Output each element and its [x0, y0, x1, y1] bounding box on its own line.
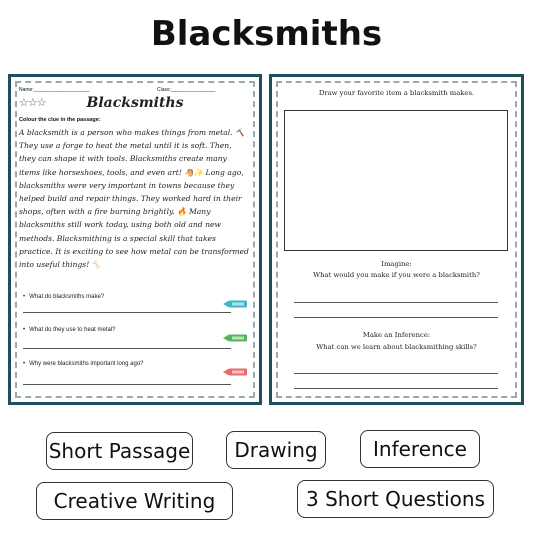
- question-3: • Why were blacksmiths important long ago?: [23, 361, 144, 367]
- answer-line: [23, 312, 231, 313]
- badge-short-passage: Short Passage: [46, 432, 193, 470]
- rating-stars: ☆☆☆: [19, 96, 46, 109]
- question-1: • What do blacksmiths make?: [23, 294, 105, 300]
- drawing-prompt: Draw your favorite item a blacksmith makes.: [318, 89, 475, 97]
- badge-inference: Inference: [360, 430, 480, 468]
- crayon-icon: [223, 300, 249, 308]
- badge-drawing: Drawing: [226, 431, 326, 469]
- worksheet-title: Blacksmiths: [86, 95, 184, 111]
- imagine-heading: Imagine:: [381, 260, 412, 268]
- worksheet-page: [8, 74, 262, 405]
- answer-line: [23, 384, 231, 385]
- inference-question: What can we learn about blacksmithing skills?: [316, 343, 477, 351]
- question-2: • What do they use to heat metal?: [23, 327, 116, 333]
- class-field: Class:________________: [157, 87, 216, 93]
- answer-line: [23, 348, 231, 349]
- name-field: Name:____________________: [19, 87, 90, 93]
- main-title: Blacksmiths: [150, 14, 383, 54]
- answer-line: [294, 317, 498, 318]
- answer-line: [294, 373, 498, 374]
- badge-creative-writing: Creative Writing: [36, 482, 233, 520]
- inference-heading: Make an Inference:: [362, 331, 431, 339]
- crayon-icon: [223, 368, 249, 376]
- answer-line: [294, 388, 498, 389]
- drawing-page: [269, 74, 524, 405]
- reading-passage: A blacksmith is a person who makes things from metal. 🔨 They use a forge to heat the metal until it is soft. Then, they can shape it with tools. Blacksmiths create many items like horseshoes, tools, and even art! 🐴✨ Long ago, blacksmiths were very important in towns because they helped build and repair things. They worked hard in their shops, often with a fire burning brightly. 🔥 Many blacksmiths still work today, using both old and new methods. Blacksmithing is a special skill that takes practice. It is exciting to see how metal can be transformed into useful things! 🦴: [19, 128, 249, 270]
- imagine-question: What would you make if you were a blacksmith?: [313, 271, 480, 279]
- badge-3-short-questions: 3 Short Questions: [297, 480, 494, 518]
- answer-line: [294, 302, 498, 303]
- instruction-text: Colour the clue in the passage:: [19, 117, 101, 123]
- crayon-icon: [223, 334, 249, 342]
- drawing-box: [284, 110, 508, 251]
